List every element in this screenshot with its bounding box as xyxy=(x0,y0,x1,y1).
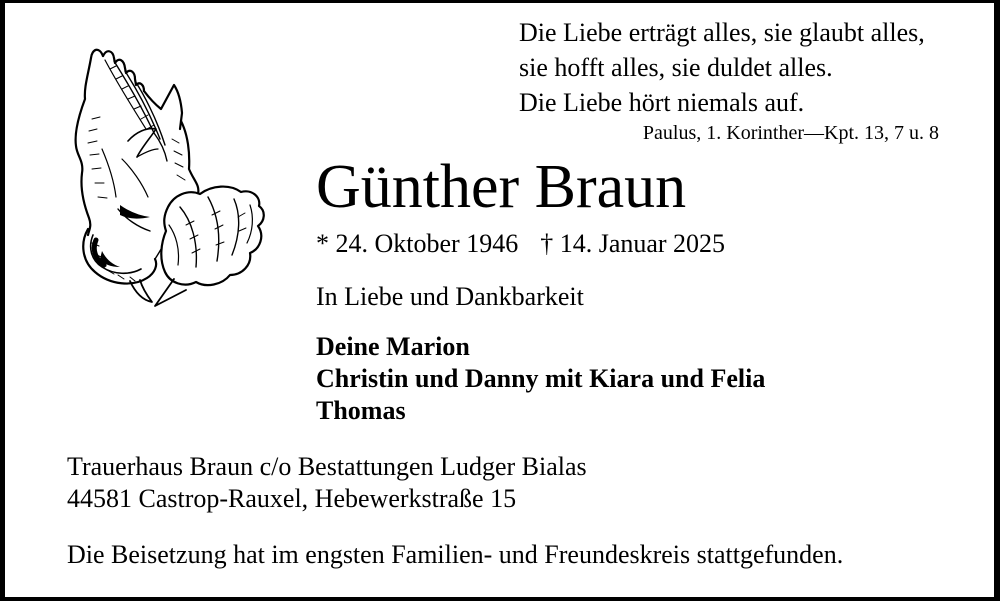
deceased-name: Günther Braun xyxy=(316,153,687,221)
quote-attribution: Paulus, 1. Korinther—Kpt. 13, 7 u. 8 xyxy=(642,122,939,144)
quote-line: sie hofft alles, sie duldet alles. xyxy=(519,53,833,82)
quote-block xyxy=(519,15,939,147)
mourners-list xyxy=(316,331,765,427)
funeral-home-address xyxy=(67,451,587,515)
life-dates xyxy=(316,231,725,257)
address-line: Trauerhaus Braun c/o Bestattungen Ludger Bialas xyxy=(67,452,587,481)
mourner-line: Christin und Danny mit Kiara und Felia xyxy=(316,364,766,393)
mourner-line: Thomas xyxy=(316,396,406,425)
mourner-line: Deine Marion xyxy=(316,332,470,361)
burial-note: Die Beisetzung hat im engsten Familien- und Freundeskreis stattgefunden. xyxy=(67,540,844,569)
address-line: 44581 Castrop-Rauxel, Hebewerkstraße 15 xyxy=(67,484,517,513)
death-date: † 14. Januar 2025 xyxy=(540,229,726,258)
quote-line: Die Liebe hört niemals auf. xyxy=(519,88,805,117)
quote-line: Die Liebe erträgt alles, sie glaubt alles, xyxy=(519,18,925,47)
dedication-line: In Liebe und Dankbarkeit xyxy=(316,282,584,311)
birth-date: * 24. Oktober 1946 xyxy=(316,229,519,258)
praying-hands-image xyxy=(62,29,282,329)
